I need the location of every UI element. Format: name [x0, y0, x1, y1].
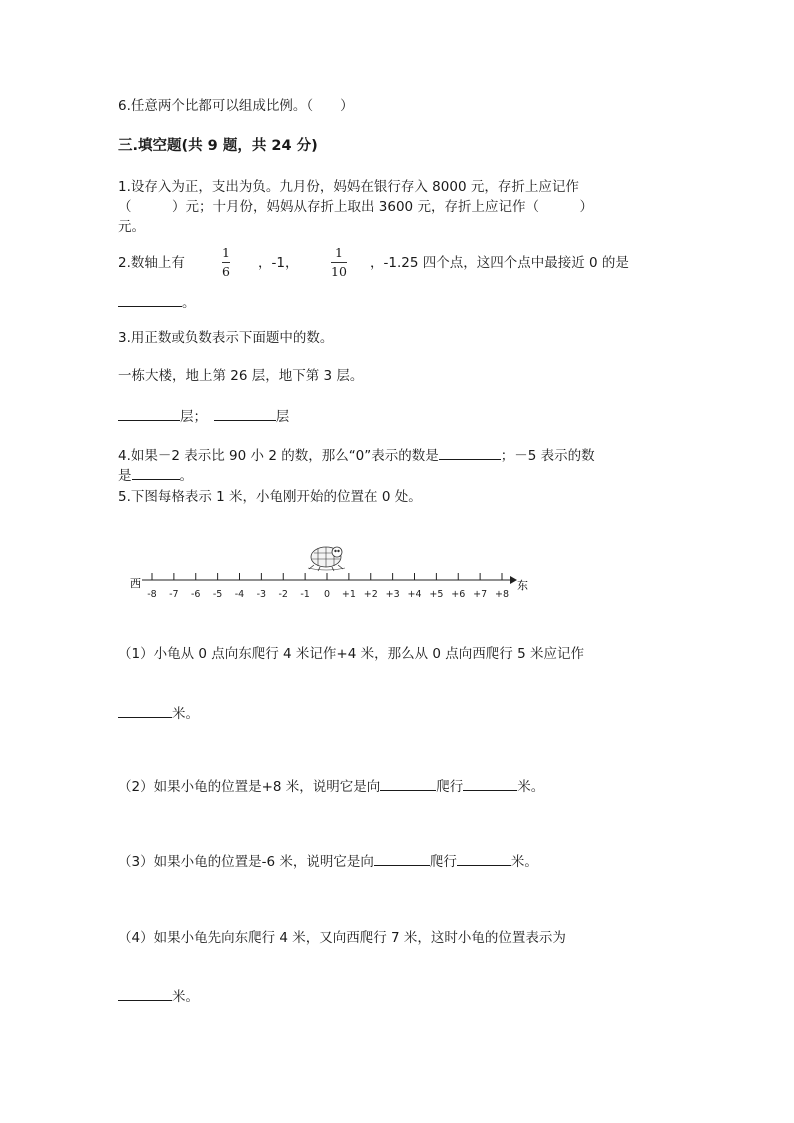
tick-label: +4: [407, 589, 422, 600]
separator: ；: [193, 409, 201, 425]
problem-1-line-2: （ ）元；十月份，妈妈从存折上取出 3600 元，存折上应记作（ ）: [118, 199, 593, 215]
problem-2-prefix: 2.数轴上有: [118, 255, 185, 271]
subquestion-2: [118, 776, 544, 797]
period: 。: [182, 295, 196, 311]
tick-label: -3: [256, 589, 267, 600]
problem-4-text-a: 4.如果－2 表示比 90 小 2 的数，那么“0”表示的数是: [118, 448, 439, 464]
unit-meter: 米。: [510, 854, 538, 870]
turtle-icon: [308, 547, 345, 571]
tick-label: +2: [363, 589, 378, 600]
problem-1-line-3: 元。: [118, 219, 145, 235]
answer-blank[interactable]: [118, 703, 172, 718]
problem-3-line-2: 一栋大楼，地上第 26 层，地下第 3 层。: [118, 368, 364, 384]
fraction-numerator: 1: [334, 245, 343, 260]
subquestion-4-answer: [118, 986, 199, 1007]
crawl-word: 爬行: [429, 854, 457, 870]
tick-label: +7: [473, 589, 488, 600]
tick-label: -2: [278, 589, 288, 600]
crawl-word: 爬行: [436, 779, 464, 795]
tick-label: +5: [429, 589, 444, 600]
problem-2-suffix: ，-1.25 四个点，这四个点中最接近 0 的是: [370, 255, 629, 271]
unit-meter: 米。: [517, 779, 545, 795]
problem-3-line-1: 3.用正数或负数表示下面题中的数。: [118, 330, 334, 346]
problem-4-text-c: 是: [118, 468, 132, 484]
tick-label: +3: [385, 589, 400, 600]
subquestion-4: （4）如果小龟先向东爬行 4 米，又向西爬行 7 米，这时小龟的位置表示为: [118, 930, 566, 946]
tick-label: -1: [300, 589, 310, 600]
problem-1-line-1: 1.设存入为正，支出为负。九月份，妈妈在银行存入 8000 元，存折上应记作: [118, 179, 579, 195]
unit-meter: 米。: [172, 989, 199, 1005]
tick-label: +6: [451, 589, 466, 600]
tick-label: -5: [212, 589, 223, 600]
problem-2-separator: ，-1，: [258, 255, 299, 271]
subquestion-3-text: （3）如果小龟的位置是-6 米，说明它是向: [118, 854, 374, 870]
tick-label: +8: [494, 589, 510, 600]
tick-label: 0: [323, 589, 331, 600]
tick-label: -7: [169, 589, 179, 600]
west-label: 西: [130, 577, 141, 590]
problem-4-text-b: ；－5 表示的数: [500, 448, 595, 464]
subquestion-1-answer: [118, 703, 199, 724]
answer-blank[interactable]: [457, 851, 511, 866]
east-label: 东: [517, 579, 528, 592]
answer-blank[interactable]: [374, 851, 430, 866]
unit-meter: 米。: [172, 706, 199, 722]
question-6: 6.任意两个比都可以组成比例。（ ）: [118, 98, 354, 114]
fraction-numerator: 1: [222, 245, 230, 260]
problem-5-intro: 5.下图每格表示 1 米，小龟刚开始的位置在 0 处。: [118, 489, 422, 505]
period: 。: [179, 468, 193, 484]
axis-arrow: [510, 576, 517, 584]
tick-label: -6: [191, 589, 201, 600]
fraction-denominator: 6: [222, 264, 230, 279]
tick-label: -4: [234, 589, 245, 600]
unit-floor: 层: [275, 409, 290, 425]
fraction-denominator: 10: [331, 264, 347, 279]
subquestion-3: [118, 851, 538, 872]
subquestion-2-text: （2）如果小龟的位置是+8 米，说明它是向: [118, 779, 381, 795]
subquestion-1: （1）小龟从 0 点向东爬行 4 米记作+4 米，那么从 0 点向西爬行 5 米应记作: [118, 646, 584, 662]
answer-blank[interactable]: [380, 776, 436, 791]
section-title: 三.填空题(共 9 题，共 24 分): [118, 138, 318, 154]
tick-label: +1: [341, 589, 356, 600]
tick-label: -8: [147, 589, 157, 600]
answer-blank[interactable]: [463, 776, 517, 791]
answer-blank[interactable]: [118, 986, 172, 1001]
unit-floor: 层: [180, 409, 194, 425]
